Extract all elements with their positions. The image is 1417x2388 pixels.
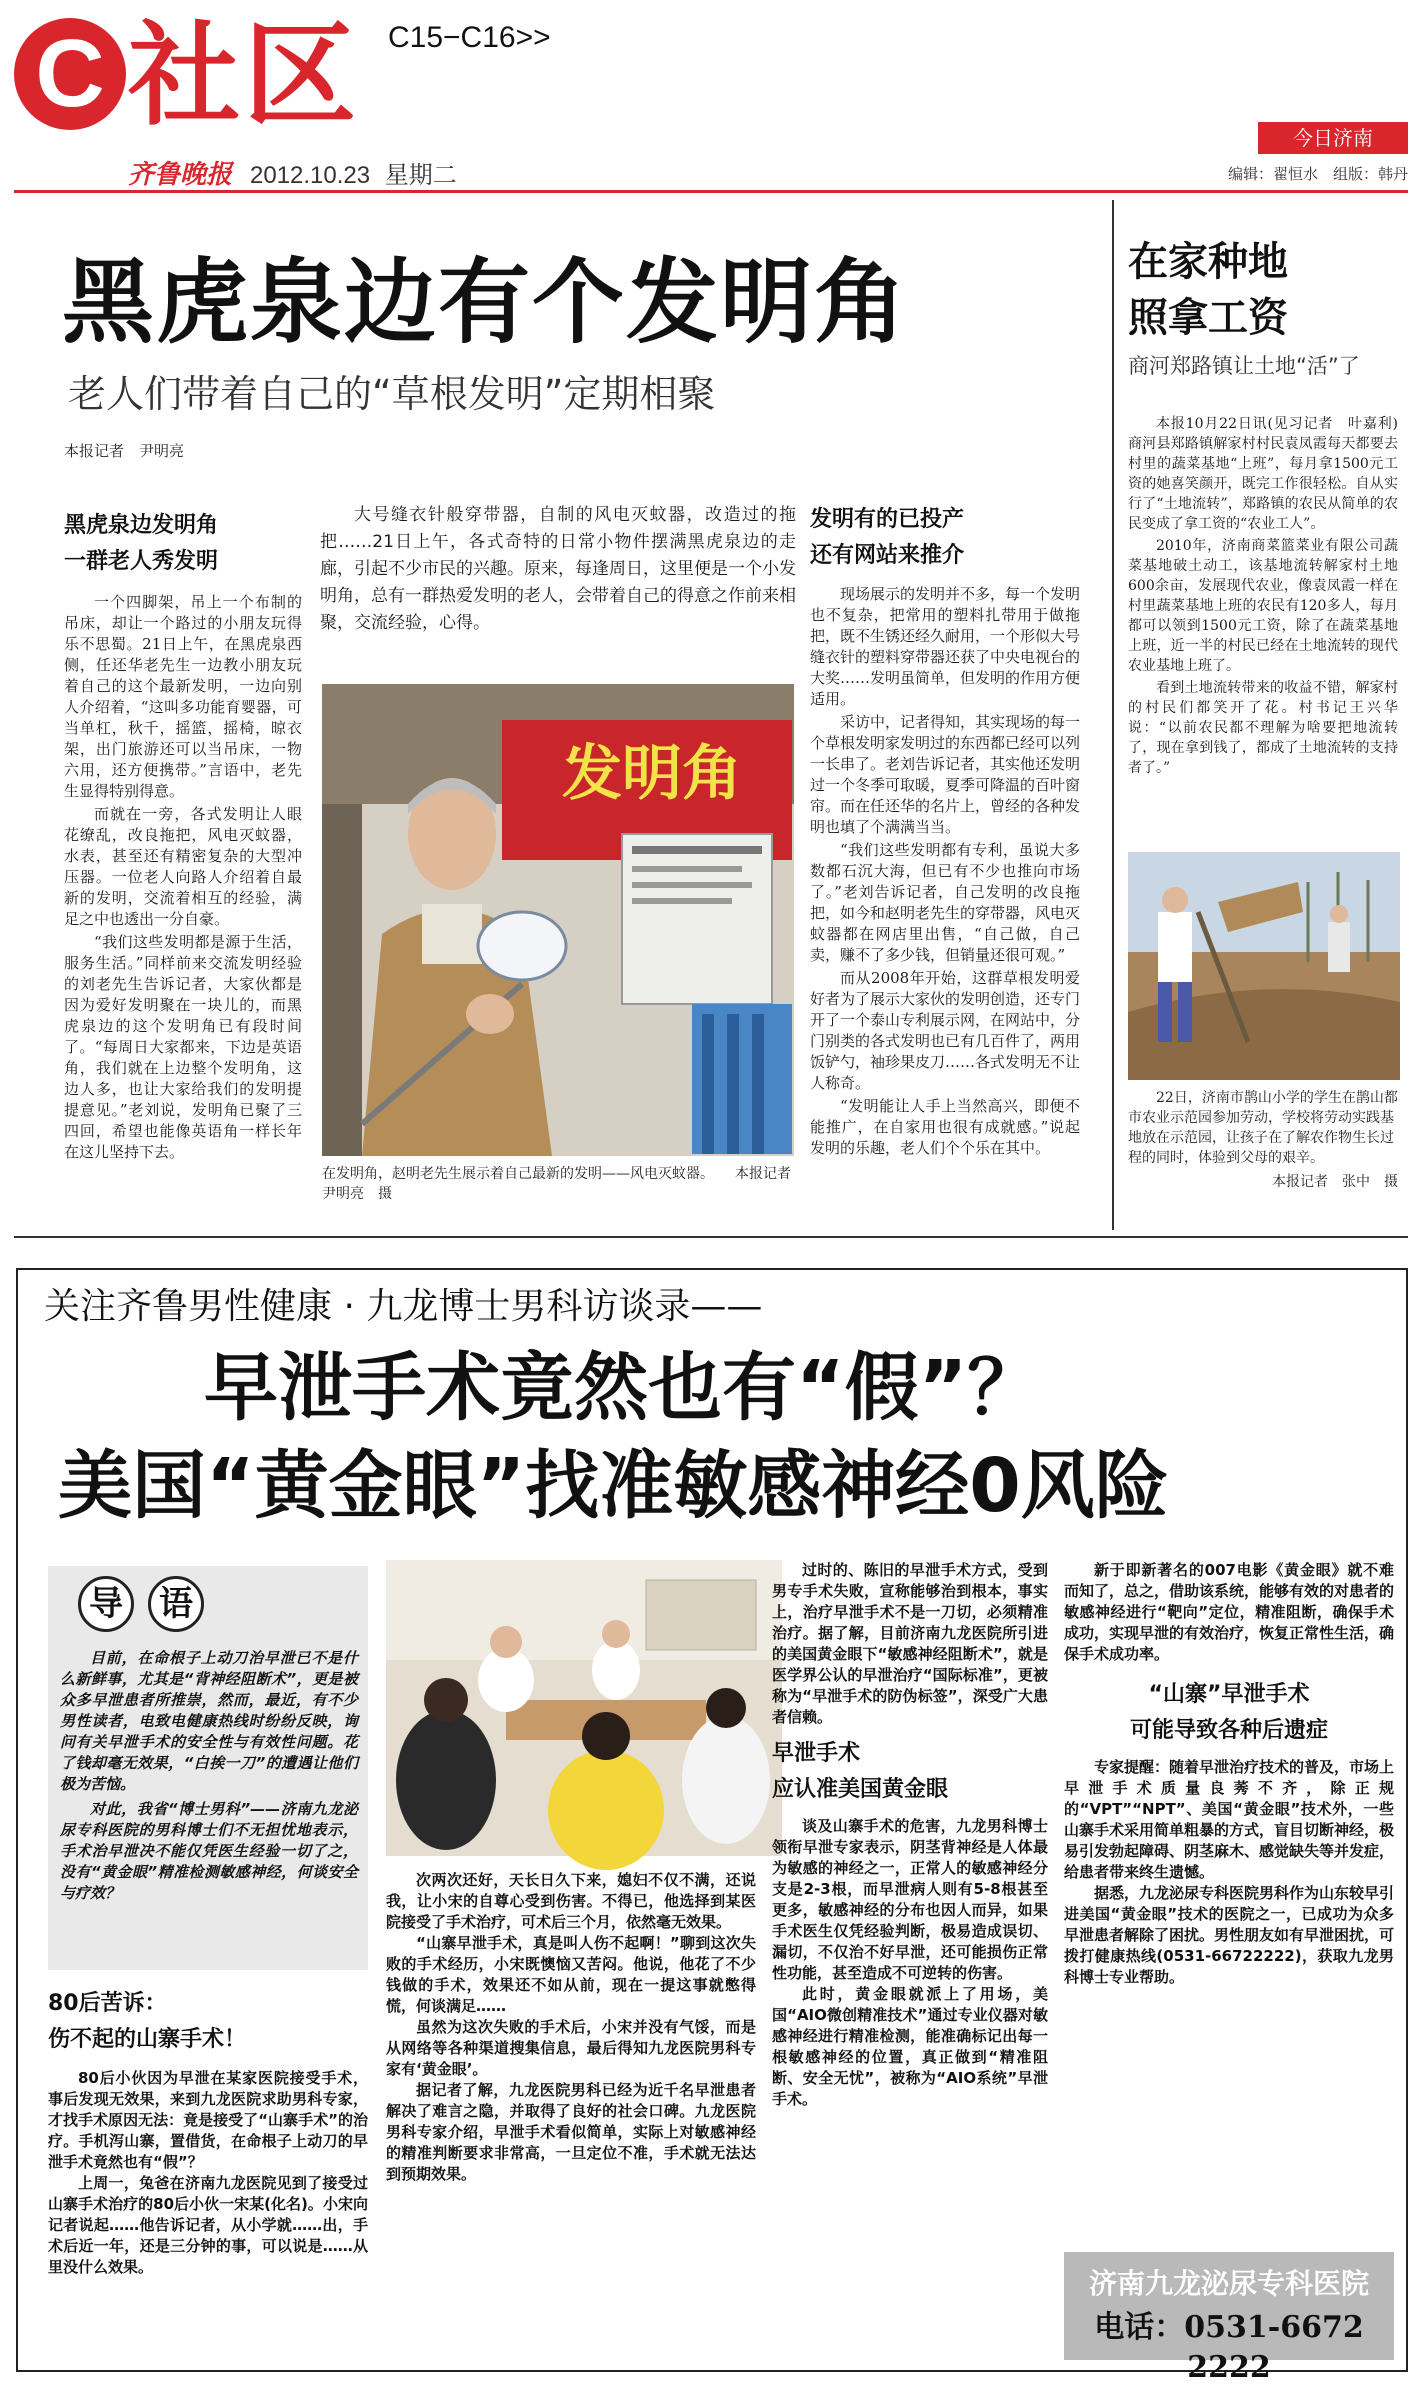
ad-photo-scene	[386, 1560, 782, 1856]
guide-box	[48, 1566, 368, 1970]
lead-photo	[322, 684, 794, 1156]
ad-kicker: 关注齐鲁男性健康 · 九龙博士男科访谈录——	[44, 1286, 763, 1327]
guide-paragraph: 对此，我省“博士男科”——济南九龙泌尿专科医院的男科博士们不无担忧地表示，手术治早泄决不能仅凭医生经验一切了之，没有“黄金眼”精准检测敏感神经，何谈安全与疗效？	[60, 1800, 358, 1902]
logo-letter: C	[35, 20, 105, 127]
paragraph: 2010年，济南商菜篮菜业有限公司蔬菜基地破土动工，该基地流转解家村土地600余亩，发展现代农业，像袁凤霞一样在村里蔬菜基地上班的农民有120多人，每月都可以领到1500元工资，除了在蔬菜基地上班，近一半的村民已经在土地流转的现代农业基地上班了。	[1128, 538, 1398, 674]
photo-banner-text: 发明角	[562, 739, 742, 809]
ad-photo	[386, 1560, 782, 1856]
paragraph: 据悉，九龙泌尿专科医院男科作为山东较早引进美国“黄金眼”技术的医院之一，已成功为众多早泄患者解除了困扰。男性朋友如有早泄困扰，可拨打健康热线(0531-66722222)，获取九龙男科博士专业帮助。	[1064, 1884, 1395, 1986]
side-subheadline: 商河郑路镇让土地“活”了	[1128, 354, 1360, 378]
ad-col4-subhead-2: 可能导致各种后遗症	[1129, 1718, 1328, 1743]
paragraph: 采访中，记者得知，其实现场的每一个草根发明家发明过的东西都已经可以列一长串了。老刘告诉记者，其实他还发明过一个冬季可取暖，夏季可降温的百叶窗帘。而在任还华的名片上，曾经的各种发明也填了个满满当当。	[810, 713, 1081, 836]
side-photo-caption	[1128, 1088, 1398, 1192]
lead-col3-subhead-2: 还有网站来推介	[810, 543, 965, 568]
masthead-rule	[14, 190, 1408, 193]
hospital-phone: 电话：0531-6672 2222	[1094, 2310, 1364, 2385]
paragraph: 而就在一旁，各式发明让人眼花缭乱，改良拖把，风电灭蚊器，水表，甚至还有精密复杂的大型冲压器。一位老人向路人介绍着自最新的发明，交流着相互的经验，满足之中也透出一分自豪。	[64, 805, 302, 928]
lead-intro	[320, 502, 796, 642]
editor-line: 编辑：翟恒水 组版：韩丹	[1227, 165, 1408, 183]
ad-col1-subhead-2: 伤不起的山寨手术！	[48, 2027, 247, 2052]
guide-paragraph: 目前，在命根子上动刀治早泄已不是什么新鲜事，尤其是“背神经阻断术”，更是被众多早泄患者所推崇，然而，最近，有不少男性读者，电致电健康热线时纷纷反映，询问有关早泄手术的安全性与有效性问题。花了钱却毫无效果，“白挨一刀”的遭遇让他们极为苦恼。	[60, 1649, 358, 1793]
paragraph: 新于即新著名的007电影《黄金眼》就不难而知了，总之，借助该系统，能够有效的对患者的敏感神经进行“靶向”定位，精准阻断，确保手术成功，实现早泄的有效治疗，恢复正常性生活，确保手术成功率。	[1064, 1561, 1395, 1663]
ad-column-2	[386, 1870, 756, 2366]
advertorial	[16, 1268, 1408, 2385]
hospital-contact-box	[1064, 2252, 1394, 2385]
paragraph: “发明能让人手上当然高兴，即便不能推广，在自家用也很有成就感。”说起发明的乐趣，老人们个个乐在其中。	[810, 1097, 1080, 1157]
page-range: C15−C16>>	[388, 21, 551, 54]
ad-col4-subhead-1: “山寨”早泄手术	[1148, 1682, 1310, 1707]
guide-label-1: 导	[78, 1576, 134, 1632]
paragraph: 一个四脚架，吊上一个布制的吊床，却让一个路过的小朋友玩得乐不思蜀。21日上午，在黑虎泉西侧，任还华老先生一边教小朋友玩着自己的这个最新发明，一边向别人介绍着，“这叫多功能育婴器，可当单杠，秋千，摇篮，摇椅，晾衣架，出门旅游还可以当吊床，一物六用，还方便携带。”言语中，老先生显得特别得意。	[64, 593, 302, 800]
side-photo	[1128, 852, 1400, 1080]
column-divider	[1112, 200, 1114, 1230]
lead-col3-subhead-1: 发明有的已投产	[810, 507, 965, 532]
side-photo-scene	[1128, 852, 1400, 1080]
paragraph: 据记者了解，九龙医院男科已经为近千名早泄患者解决了难言之隐，并取得了良好的社会口碑。九龙医院男科专家介绍，早泄手术看似简单，实际上对敏感神经的精准判断要求非常高，一旦定位不准，手术就无法达到预期效果。	[386, 2081, 756, 2183]
ad-headline-2: 美国“黄金眼”找准敏感神经0风险	[58, 1443, 1169, 1529]
lead-story	[14, 200, 1124, 1230]
paragraph: 现场展示的发明并不多，每一个发明也不复杂，把常用的塑料扎带用于做拖把，既不生锈还经久耐用，一个形似大号缝衣针的塑料穿带器还获了中央电视台的大奖……发明虽简单，但发明的作用方便适用。	[810, 585, 1081, 708]
caption-text: 22日，济南市鹊山小学的学生在鹊山都市农业示范园参加劳动，学校将劳动实践基地放在示范园，让孩子在了解农作物生长过程的同时，体验到父母的艰辛。	[1128, 1090, 1398, 1166]
ad-column-4	[1064, 1560, 1394, 2246]
ad-headline-1: 早泄手术竟然也有“假”？	[204, 1345, 1042, 1431]
paragraph: 谈及山寨手术的危害，九龙男科博士领衔早泄专家表示，阴茎背神经是人体最为敏感的神经之一，正常人的敏感神经分支是2-3根，而早泄病人则有5-8根甚至更多，敏感神经的分布也因人而异，如果手术医生仅凭经验判断，极易造成误切、漏切，不仅治不好早泄，还可能损伤正常性功能，甚至造成不可逆转的伤害。	[772, 1817, 1048, 1982]
lead-photo-caption: 在发明角，赵明老先生展示着自己最新的发明——风电灭蚊器。 本报记者 尹明亮 摄	[322, 1166, 805, 1202]
lead-col1-subhead-1: 黑虎泉边发明角	[64, 513, 219, 538]
side-story	[1124, 200, 1412, 1230]
ad-col1-subhead-1: 80后苦诉：	[48, 1991, 167, 2016]
paragraph: 80后小伙因为早泄在某家医院接受手术，事后发现无效果，来到九龙医院求助男科专家，才找手术原因无法：竟是接受了“山寨手术”的治疗。手机泻山寨，置借货，在命根子上动刀的早泄手术竟然也有“假”？	[48, 2069, 368, 2171]
paragraph: 此时，黄金眼就派上了用场，美国“AIO微创精准技术”通过专业仪器对敏感神经进行精准检测，能准确标记出每一根敏感神经的位置，真正做到“精准阻断、安全无忧”，被称为“AIO系统”早泄手术。	[772, 1985, 1048, 2108]
section-separator	[14, 1236, 1408, 1238]
paragraph: “我们这些发明都是源于生活，服务生活。”同样前来交流发明经验的刘老先生告诉记者，大家伙都是因为爱好发明聚在一块儿的，而黑虎泉边的这个发明角已有段时间了。“每周日大家都来，下边是英语角，我们就在上边整个发明角，这边人多，也让大家给我们的发明提提意见。”老刘说，发明角已聚了三四回，希望也能像英语角一样长年在这儿坚持下去。	[64, 933, 302, 1161]
paragraph: 看到土地流转带来的收益不错，解家村的村民们都笑开了花。村书记王兴华说：“以前农民都不理解为啥要把地流转了，现在拿到钱了，都成了土地流转的支持者了。”	[1128, 680, 1398, 776]
lead-column-3	[810, 502, 1080, 1228]
newspaper-name: 齐鲁晚报	[128, 160, 233, 190]
side-body	[1128, 414, 1412, 828]
logo-circle	[14, 18, 126, 130]
paragraph: 专家提醒：随着早泄治疗技术的普及，市场上早泄手术质量良莠不齐，除正规的“VPT”“NPT”、美国“黄金眼”技术外，一些山寨手术采用简单粗暴的方式，盲目切断神经，极易引发勃起障碍、阴茎麻木、感觉缺失等并发症，给患者带来终生遗憾。	[1064, 1758, 1395, 1881]
paragraph: 而从2008年开始，这群草根发明爱好者为了展示大家伙的发明创造，还专门开了一个泰山专利展示网，在网站中，分门别类的各式发明也已有几百件了，两用饭铲勺，袖珍果皮刀……各式发明无不让人称奇。	[810, 969, 1081, 1092]
caption-credit: 本报记者 张中 摄	[1272, 1174, 1398, 1190]
edition-tag: 今日济南	[1258, 122, 1408, 154]
paragraph: 过时的、陈旧的早泄手术方式，受到男专手术失败，宣称能够治到根本，事实上，治疗早泄手术不是一刀切，必须精准治疗。据了解，目前济南九龙医院所引进的美国黄金眼下“敏感神经阻断术”，就是医学界公认的早泄治疗“国际标准”，更被称为“早泄手术的防伪标签”，深受广大患者信赖。	[772, 1561, 1048, 1726]
masthead-date	[250, 160, 457, 192]
date: 2012.10.23	[250, 162, 371, 189]
paragraph: 上周一，兔爸在济南九龙医院见到了接受过山寨手术治疗的80后小伙一宋某(化名)。小宋向记者说起……他告诉记者，从小学就……出，手术后近一年，还是三分钟的事，可以说是……从里没什么效果。	[48, 2174, 368, 2276]
paragraph: 本报10月22日讯(见习记者 叶嘉利) 商河县郑路镇解家村村民袁凤霞每天都要去村里的蔬菜基地“上班”，每月拿1500元工资的她喜笑颜开，既完工作很轻松。自从实行了“土地流转”，郑路镇的农民从简单的农民变成了拿工资的“农业工人”。	[1128, 416, 1412, 532]
lead-subheadline: 老人们带着自己的“草根发明”定期相聚	[68, 372, 716, 416]
weekday: 星期二	[384, 162, 457, 189]
guide-label-2: 语	[148, 1576, 204, 1632]
guide-text	[60, 1648, 358, 1964]
hospital-name: 济南九龙泌尿专科医院	[1088, 2267, 1369, 2300]
ad-column-1	[48, 1986, 368, 2366]
paragraph: 次两次还好，天长日久下来，媳妇不仅不满，还说我，让小宋的自尊心受到伤害。不得已，他选择到某医院接受了手术治疗，可术后三个月，依然毫无效果。	[386, 1871, 756, 1931]
intro-paragraph: 大号缝衣针般穿带器，自制的风电灭蚊器，改造过的拖把……21日上午，各式奇特的日常小物件摆满黑虎泉边的走廊，引起不少市民的兴趣。原来，每逢周日，这里便是一个小发明角，总有一群热爱发明的老人，会带着自己的得意之作前来相聚，交流经验，心得。	[320, 505, 796, 633]
ad-column-3	[772, 1560, 1048, 2366]
lead-headline: 黑虎泉边有个发明角	[62, 249, 909, 356]
paragraph: 虽然为这次失败的手术后，小宋并没有气馁，而是从网络等各种渠道搜集信息，最后得知九龙医院男科专家有‘黄金眼’。	[386, 2018, 756, 2078]
side-headline-1: 在家种地	[1128, 239, 1288, 285]
paragraph: “我们这些发明都有专利，虽说大多数都石沉大海，但已有不少也推向市场了。”老刘告诉记者，自己发明的改良拖把，如今和赵明老先生的穿带器，风电灭蚊器都在网店里出售，“自己做，自己卖，赚不了多少钱，但销量还很可观。”	[810, 841, 1081, 964]
lead-column-1	[64, 508, 302, 1228]
side-headline-2: 照拿工资	[1128, 295, 1288, 341]
section-title: 社区	[128, 11, 360, 141]
lead-col1-subhead-2: 一群老人秀发明	[64, 549, 219, 574]
masthead	[0, 0, 1417, 200]
ad-col3-subhead-2: 应认准美国黄金眼	[772, 1777, 949, 1802]
ad-col3-subhead-1: 早泄手术	[772, 1741, 861, 1766]
lead-byline: 本报记者 尹明亮	[64, 442, 185, 460]
paragraph: “山寨早泄手术，真是叫人伤不起啊！”聊到这次失败的手术经历，小宋既懊恼又苦闷。他说，他花了不少钱做的手术，效果还不如从前，现在一提这事就憋得慌，何谈满足……	[386, 1934, 756, 2015]
